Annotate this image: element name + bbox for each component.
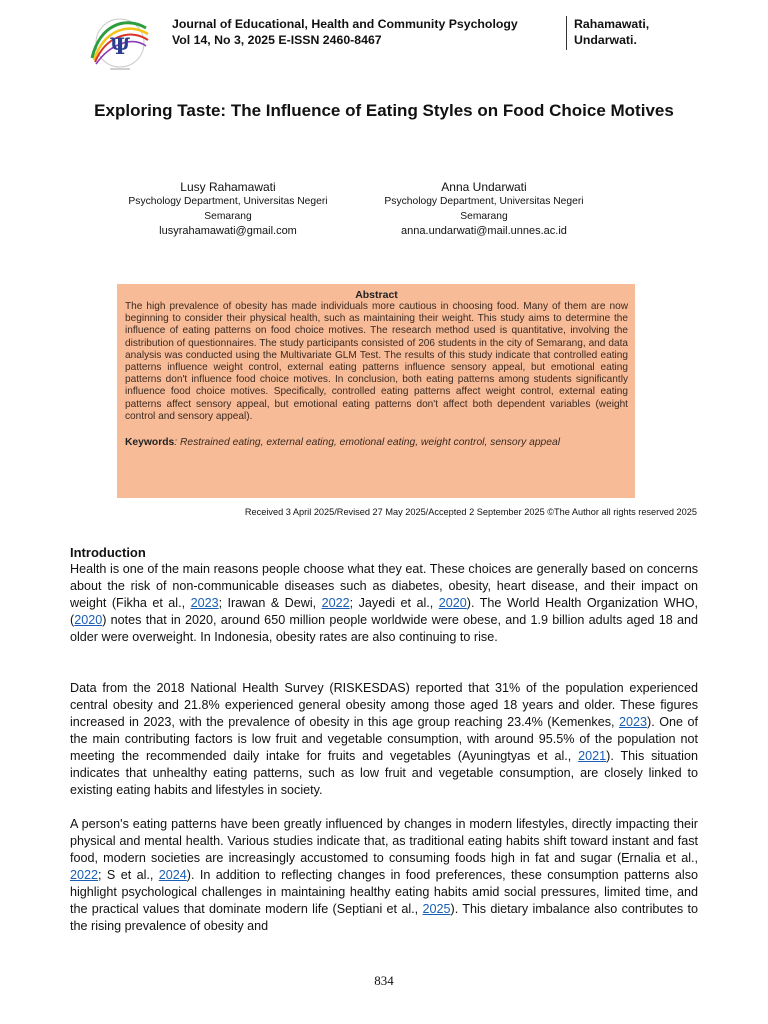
paper-title: Exploring Taste: The Influence of Eating Styles on Food Choice Motives	[94, 101, 674, 120]
text-run: ). In addition to reflecting changes in food preferences, these consumption patterns also highlight psychological challenges in maintaining healthy eating habits amid social pressures, limited time, and the practical values that dominate modern life (Septiani et al.,	[70, 868, 698, 916]
paragraph-1	[70, 561, 698, 646]
citation-link[interactable]: 2021	[578, 749, 607, 763]
citation-link[interactable]: 2020	[74, 613, 103, 627]
author-block-1	[114, 179, 342, 239]
keywords	[125, 437, 628, 449]
citation-link[interactable]: 2025	[422, 902, 451, 916]
page-number: 834	[374, 973, 394, 988]
citation-link[interactable]: 2020	[438, 596, 467, 610]
author-email: anna.undarwati@mail.unnes.ac.id	[401, 225, 567, 237]
author-affiliation: Psychology Department, Universitas Negeri Semarang	[384, 196, 584, 222]
journal-name: Journal of Educational, Health and Community Psychology	[172, 17, 518, 31]
text-run: ; Irawan & Dewi,	[218, 596, 322, 610]
svg-text:Ψ: Ψ	[109, 34, 131, 60]
text-run: ). One of the main contributing factors is low fruit and vegetable consumption, with around 95.5% of the population not meeting the recommended daily intake for fruits and vegetables (Ayuningtyas et al.,	[70, 715, 698, 763]
text-run: Data from the 2018 National Health Survey (RISKESDAS) reported that 31% of the population experienced central obesity and 21.8% experienced general obesity among those aged 18 years and older. These figures increased in 2023, with the prevalence of obesity in this age group reaching 23.4% (Kemenkes,	[70, 681, 698, 729]
paragraph-3	[70, 816, 698, 935]
text-run: Health is one of the main reasons people choose what they eat. These choices are generally based on concerns about the risk of non-communicable diseases such as diabetes, obesity, heart disease, and their impact on weight (Fikha et al.,	[70, 562, 698, 610]
header-divider	[566, 16, 567, 50]
abstract-heading: Abstract	[355, 289, 398, 301]
author-block-2	[366, 179, 602, 239]
text-run: ) notes that in 2020, around 650 million people worldwide were obese, and 1.9 billion adults aged 18 and older were overweight. In Indonesia, obesity rates are also continuing to rise.	[70, 613, 698, 644]
paragraph-2	[70, 680, 698, 799]
citation-link[interactable]: 2022	[321, 596, 350, 610]
citation-link[interactable]: 2023	[618, 715, 648, 729]
author-name: Anna Undarwati	[441, 180, 527, 194]
text-run: ; S et al.,	[98, 868, 159, 882]
journal-logo-icon	[82, 14, 158, 76]
header-author-2: Undarwati.	[574, 33, 637, 47]
text-run: ). The World Health Organization WHO, (	[70, 596, 698, 627]
text-run: ). This situation indicates that unhealthy eating patterns, such as low fruit and vegetable consumption, are closely linked to existing eating habits and lifestyles in society.	[70, 749, 698, 797]
header-authors	[574, 16, 649, 48]
author-affiliation: Psychology Department, Universitas Negeri Semarang	[128, 196, 328, 222]
keywords-text: : Restrained eating, external eating, emotional eating, weight control, sensory appeal	[174, 437, 561, 449]
citation-link[interactable]: 2024	[158, 868, 187, 882]
abstract-text: The high prevalence of obesity has made individuals more cautious in choosing food. Many of them are now beginning to consider their physical health, such as maintaining their weight. This study aims to determine the influence of eating patterns on food choice motives. The research method used is quantitative, involving the distribution of questionnaires. The study participants consisted of 206 students in the city of Semarang, and data analysis was conducted using the Multivariate GLM Test. The results of this study indicate that controlled eating patterns influence weight control, external eating patterns influence sensory appeal, but emotional eating patterns don't influence food choice motives. In conclusion, both eating patterns among students significantly influence food choice motives. Specifically, controlled eating patterns affect weight control, external eating patterns affect sensory appeal, but emotional eating patterns don't affect both dependent variables (weight control and sensory appeal).	[125, 301, 628, 422]
section-heading-introduction: Introduction	[70, 545, 146, 560]
header-author-1: Rahamawati,	[574, 17, 650, 31]
journal-info	[172, 16, 570, 48]
page-header	[82, 14, 702, 76]
author-email: lusyrahamawati@gmail.com	[159, 225, 297, 237]
author-name: Lusy Rahamawati	[180, 180, 276, 194]
citation-link[interactable]: 2023	[190, 596, 219, 610]
text-run: ). This dietary imbalance also contributes to the rising prevalence of obesity and	[70, 902, 698, 933]
received-dates: Received 3 April 2025/Revised 27 May 2025/Accepted 2 September 2025 ©The Author all rights reserved 2025	[244, 507, 697, 517]
journal-volume: Vol 14, No 3, 2025 E-ISSN 2460-8467	[172, 33, 382, 47]
keywords-label: Keywords	[125, 437, 175, 449]
text-run: ; Jayedi et al.,	[349, 596, 439, 610]
text-run: A person's eating patterns have been greatly influenced by changes in modern lifestyles, directly impacting their physical and mental health. Various studies indicate that, as traditional eating habits shift toward instant and fast food, modern societies are increasingly accustomed to consuming foods high in fat and sugar (Ernalia et al.,	[70, 817, 698, 865]
citation-link[interactable]: 2022	[70, 868, 99, 882]
abstract-box	[117, 284, 635, 498]
